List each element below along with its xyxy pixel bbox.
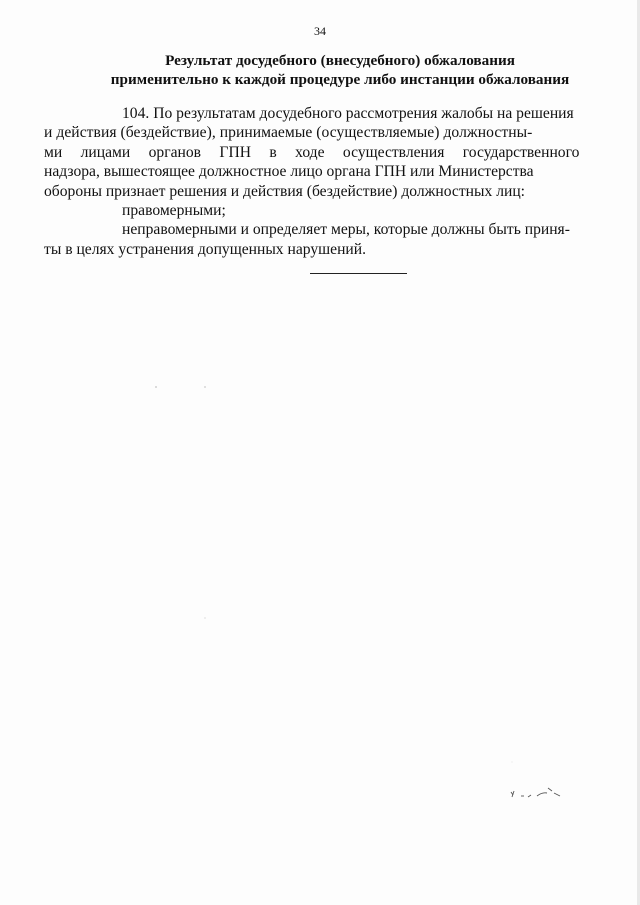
paragraph-lawful: правомерными;: [122, 202, 226, 220]
page-number: 34: [314, 24, 326, 38]
heading-line-1: Результат досудебного (внесудебного) обжалования: [165, 52, 515, 69]
heading-line-2: применительно к каждой процедуре либо инстанции обжалования: [110, 71, 570, 88]
section-heading: [40, 51, 640, 89]
handwritten-mark: [511, 788, 560, 797]
paragraph-104-line-2: и действия (бездействие), принимаемые (осуществляемые) должностны-: [44, 124, 533, 142]
paragraph-104-line-1: 104. По результатам досудебного рассмотрения жалобы на решения: [122, 105, 574, 122]
separator-line: [310, 273, 407, 274]
paragraph-unlawful-line-2: ты в целях устранения допущенных нарушений.: [44, 240, 367, 258]
paragraph-104-line-3: ми лицами органов ГПН в ходе осуществления государственного: [44, 143, 580, 161]
paragraph-104-line-4: надзора, вышестоящее должностное лицо органа ГПН или Министерства: [44, 163, 534, 181]
paragraph-unlawful-line-1: неправомерными и определяет меры, которые должны быть приня-: [122, 221, 570, 239]
paragraph-104-line-5: обороны признает решения и действия (бездействие) должностных лиц:: [44, 182, 525, 200]
body-text: [44, 104, 594, 259]
